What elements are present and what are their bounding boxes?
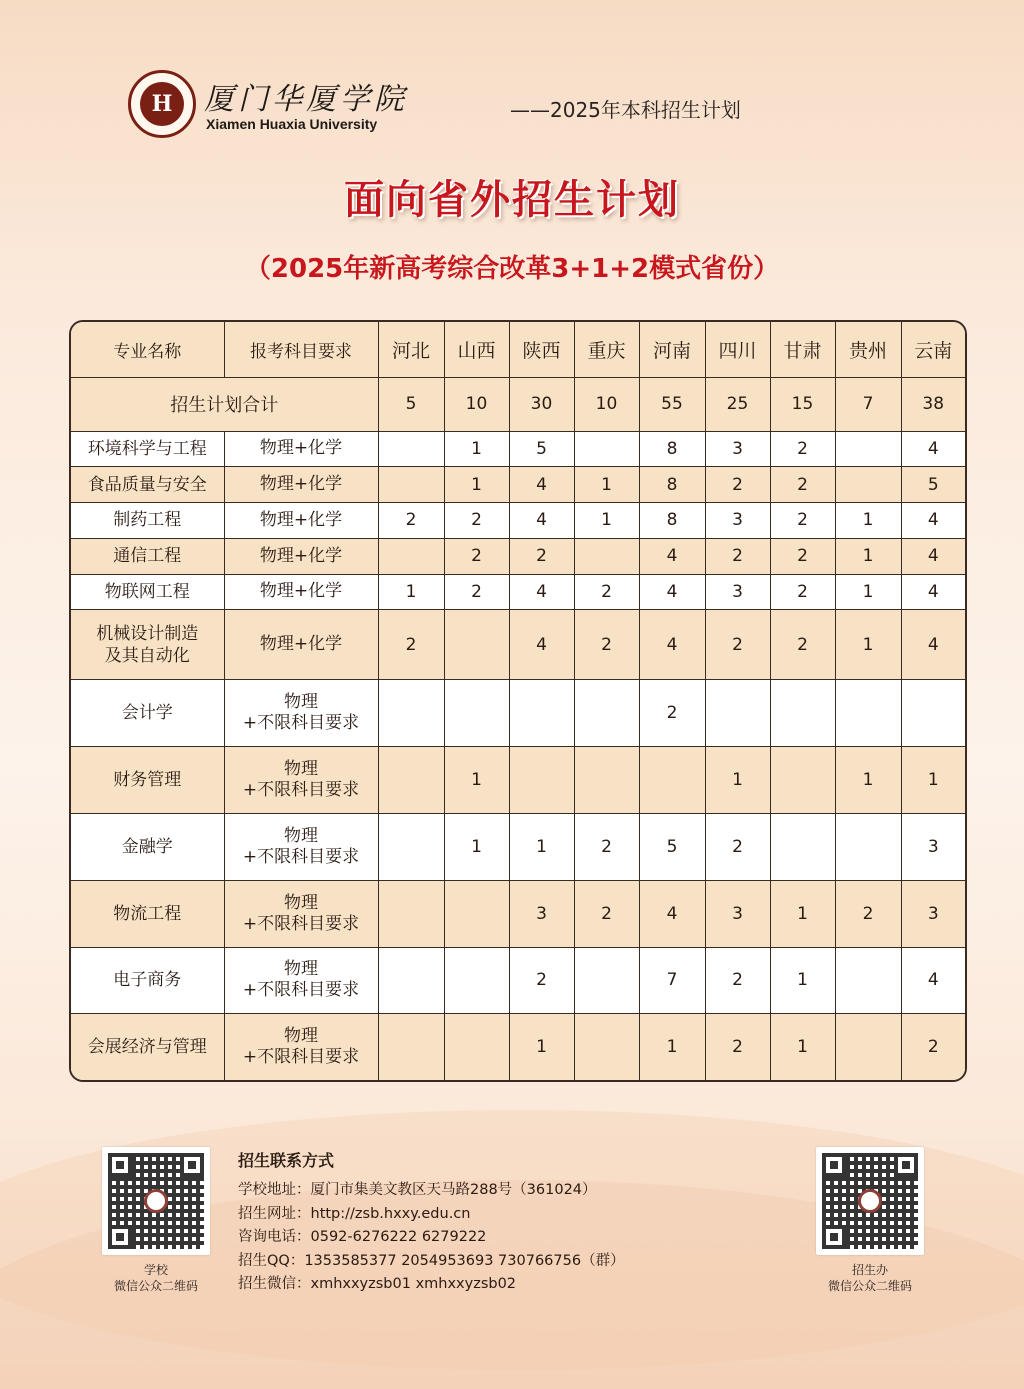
quota-cell — [574, 431, 639, 467]
table-header-row — [71, 322, 965, 377]
table-row — [71, 610, 965, 680]
column-header-province: 重庆 — [574, 322, 639, 377]
contact-website[interactable]: 招生网址：http://zsb.hxxy.edu.cn — [238, 1205, 471, 1222]
quota-cell — [770, 813, 835, 880]
quota-cell — [444, 680, 509, 747]
quota-cell — [378, 1014, 444, 1080]
quota-cell: 1 — [444, 813, 509, 880]
school-wechat-qr-code — [102, 1147, 210, 1255]
subject-requirement: 物理 +不限科目要求 — [224, 1014, 378, 1080]
quota-cell: 3 — [901, 880, 965, 947]
quota-cell: 2 — [574, 813, 639, 880]
quota-cell — [835, 680, 901, 747]
quota-cell: 1 — [835, 610, 901, 680]
quota-cell — [509, 680, 574, 747]
major-name: 财务管理 — [71, 747, 224, 814]
quota-cell: 4 — [901, 538, 965, 574]
total-value: 25 — [705, 377, 770, 431]
qr-logo-icon — [858, 1189, 882, 1213]
subject-requirement: 物理+化学 — [224, 574, 378, 610]
quota-cell: 4 — [639, 574, 705, 610]
major-name: 物联网工程 — [71, 574, 224, 610]
quota-cell — [835, 431, 901, 467]
quota-cell: 1 — [639, 1014, 705, 1080]
quota-cell — [639, 747, 705, 814]
quota-cell: 5 — [509, 431, 574, 467]
column-header-requirement: 报考科目要求 — [224, 322, 378, 377]
table-row — [71, 467, 965, 503]
quota-cell: 2 — [705, 813, 770, 880]
major-name: 会展经济与管理 — [71, 1014, 224, 1080]
quota-cell: 2 — [378, 503, 444, 539]
quota-cell — [378, 947, 444, 1014]
quota-cell: 2 — [705, 467, 770, 503]
quota-cell — [770, 680, 835, 747]
plan-subtitle: ——2025年本科招生计划 — [510, 98, 741, 122]
quota-cell: 2 — [639, 680, 705, 747]
quota-cell: 2 — [705, 538, 770, 574]
major-name: 制药工程 — [71, 503, 224, 539]
column-header-major: 专业名称 — [71, 322, 224, 377]
quota-cell: 1 — [574, 503, 639, 539]
quota-cell: 4 — [639, 538, 705, 574]
subject-requirement: 物理 +不限科目要求 — [224, 813, 378, 880]
contact-address: 学校地址：厦门市集美文教区天马路288号（361024） — [238, 1182, 597, 1198]
quota-cell: 3 — [705, 503, 770, 539]
quota-cell: 5 — [639, 813, 705, 880]
university-emblem — [128, 70, 196, 138]
quota-cell: 1 — [705, 747, 770, 814]
quota-cell: 4 — [901, 610, 965, 680]
table-row — [71, 538, 965, 574]
table-row — [71, 880, 965, 947]
quota-cell: 8 — [639, 467, 705, 503]
quota-cell — [444, 947, 509, 1014]
major-name: 环境科学与工程 — [71, 431, 224, 467]
column-header-province: 河北 — [378, 322, 444, 377]
quota-cell: 1 — [378, 574, 444, 610]
page-title: 面向省外招生计划 — [344, 177, 680, 223]
table-row — [71, 747, 965, 814]
quota-cell: 1 — [835, 574, 901, 610]
quota-cell: 1 — [835, 747, 901, 814]
quota-cell: 8 — [639, 431, 705, 467]
quota-cell — [574, 947, 639, 1014]
total-value: 10 — [444, 377, 509, 431]
column-header-province: 陕西 — [509, 322, 574, 377]
contact-qq: 招生QQ：1353585377 2054953693 730766756（群） — [238, 1252, 625, 1269]
enrollment-table — [69, 320, 967, 1082]
total-label: 招生计划合计 — [71, 377, 378, 431]
table-row — [71, 947, 965, 1014]
quota-cell — [705, 680, 770, 747]
quota-cell: 2 — [770, 538, 835, 574]
subject-requirement: 物理 +不限科目要求 — [224, 880, 378, 947]
total-value: 30 — [509, 377, 574, 431]
quota-cell: 7 — [639, 947, 705, 1014]
quota-cell: 2 — [444, 503, 509, 539]
column-header-province: 甘肃 — [770, 322, 835, 377]
quota-cell: 2 — [444, 538, 509, 574]
total-value: 10 — [574, 377, 639, 431]
quota-cell — [378, 813, 444, 880]
quota-cell — [378, 880, 444, 947]
contact-wechat: 招生微信：xmhxxyzsb01 xmhxxyzsb02 — [238, 1276, 517, 1292]
quota-cell — [509, 747, 574, 814]
quota-cell: 2 — [574, 610, 639, 680]
quota-cell — [444, 610, 509, 680]
contact-info — [238, 1148, 798, 1297]
total-value: 38 — [901, 377, 965, 431]
university-name-cn: 厦门华厦学院 — [204, 82, 408, 117]
subject-requirement: 物理+化学 — [224, 503, 378, 539]
quota-cell: 1 — [444, 747, 509, 814]
university-name-en: Xiamen Huaxia University — [206, 116, 378, 132]
quota-cell — [378, 747, 444, 814]
header — [128, 66, 908, 146]
total-value: 15 — [770, 377, 835, 431]
quota-cell — [574, 538, 639, 574]
quota-cell: 2 — [444, 574, 509, 610]
quota-cell: 4 — [509, 574, 574, 610]
quota-cell: 4 — [509, 610, 574, 680]
major-name: 会计学 — [71, 680, 224, 747]
quota-cell: 1 — [770, 880, 835, 947]
quota-cell: 1 — [444, 431, 509, 467]
quota-cell: 4 — [509, 503, 574, 539]
quota-cell: 8 — [639, 503, 705, 539]
quota-cell: 3 — [705, 431, 770, 467]
quota-cell: 2 — [770, 574, 835, 610]
quota-cell — [901, 680, 965, 747]
subject-requirement: 物理 +不限科目要求 — [224, 680, 378, 747]
table-row — [71, 431, 965, 467]
column-header-province: 河南 — [639, 322, 705, 377]
quota-cell: 4 — [509, 467, 574, 503]
major-name: 金融学 — [71, 813, 224, 880]
subject-requirement: 物理+化学 — [224, 431, 378, 467]
quota-cell: 3 — [705, 574, 770, 610]
quota-cell — [378, 431, 444, 467]
qr-logo-icon — [144, 1189, 168, 1213]
quota-cell: 2 — [509, 538, 574, 574]
quota-cell: 1 — [444, 467, 509, 503]
table-row — [71, 503, 965, 539]
total-row — [71, 377, 965, 431]
quota-cell: 4 — [639, 880, 705, 947]
quota-cell — [444, 880, 509, 947]
quota-cell: 4 — [901, 947, 965, 1014]
quota-cell: 2 — [770, 503, 835, 539]
quota-cell — [444, 1014, 509, 1080]
quota-cell — [835, 947, 901, 1014]
quota-cell: 2 — [509, 947, 574, 1014]
table-row — [71, 574, 965, 610]
quota-cell — [378, 538, 444, 574]
quota-cell: 2 — [770, 610, 835, 680]
quota-cell: 2 — [835, 880, 901, 947]
quota-cell — [378, 680, 444, 747]
quota-cell: 2 — [574, 880, 639, 947]
quota-cell — [835, 1014, 901, 1080]
contact-title: 招生联系方式 — [238, 1151, 335, 1170]
major-name: 电子商务 — [71, 947, 224, 1014]
quota-cell: 1 — [509, 1014, 574, 1080]
column-header-province: 贵州 — [835, 322, 901, 377]
quota-cell: 1 — [574, 467, 639, 503]
contact-phone: 咨询电话：0592-6276222 6279222 — [238, 1229, 487, 1245]
admission-qr-caption: 招生办 微信公众二维码 — [827, 1263, 912, 1293]
column-header-province: 山西 — [444, 322, 509, 377]
subject-requirement: 物理 +不限科目要求 — [224, 947, 378, 1014]
column-header-province: 云南 — [901, 322, 965, 377]
table-row — [71, 1014, 965, 1080]
table-row — [71, 680, 965, 747]
column-header-province: 四川 — [705, 322, 770, 377]
quota-cell: 4 — [901, 431, 965, 467]
admission-office-wechat-qr-code — [816, 1147, 924, 1255]
quota-cell — [574, 1014, 639, 1080]
quota-cell: 2 — [574, 574, 639, 610]
quota-cell: 2 — [901, 1014, 965, 1080]
quota-cell: 3 — [901, 813, 965, 880]
page-subtitle: （2025年新高考综合改革3+1+2模式省份） — [244, 254, 780, 284]
quota-cell: 2 — [770, 467, 835, 503]
quota-cell: 5 — [901, 467, 965, 503]
quota-cell — [574, 747, 639, 814]
quota-cell: 3 — [705, 880, 770, 947]
school-qr-caption: 学校 微信公众二维码 — [113, 1263, 198, 1293]
major-name: 物流工程 — [71, 880, 224, 947]
total-value: 5 — [378, 377, 444, 431]
quota-cell: 1 — [901, 747, 965, 814]
subject-requirement: 物理+化学 — [224, 610, 378, 680]
major-name: 食品质量与安全 — [71, 467, 224, 503]
quota-cell: 2 — [378, 610, 444, 680]
major-name: 通信工程 — [71, 538, 224, 574]
quota-cell — [770, 747, 835, 814]
major-name: 机械设计制造 及其自动化 — [71, 610, 224, 680]
quota-cell: 2 — [770, 431, 835, 467]
quota-cell: 2 — [705, 947, 770, 1014]
quota-cell: 2 — [705, 610, 770, 680]
total-value: 7 — [835, 377, 901, 431]
table-row — [71, 813, 965, 880]
quota-cell: 4 — [901, 574, 965, 610]
quota-cell: 3 — [509, 880, 574, 947]
quota-cell: 1 — [770, 947, 835, 1014]
emblem-mark: H — [140, 82, 184, 126]
quota-cell: 1 — [835, 538, 901, 574]
quota-cell — [574, 680, 639, 747]
quota-cell: 4 — [901, 503, 965, 539]
quota-cell — [378, 467, 444, 503]
quota-cell — [835, 813, 901, 880]
quota-cell: 2 — [705, 1014, 770, 1080]
quota-cell: 1 — [770, 1014, 835, 1080]
quota-cell: 4 — [639, 610, 705, 680]
quota-cell: 1 — [509, 813, 574, 880]
subject-requirement: 物理 +不限科目要求 — [224, 747, 378, 814]
quota-cell — [835, 467, 901, 503]
total-value: 55 — [639, 377, 705, 431]
quota-cell: 1 — [835, 503, 901, 539]
subject-requirement: 物理+化学 — [224, 538, 378, 574]
subject-requirement: 物理+化学 — [224, 467, 378, 503]
